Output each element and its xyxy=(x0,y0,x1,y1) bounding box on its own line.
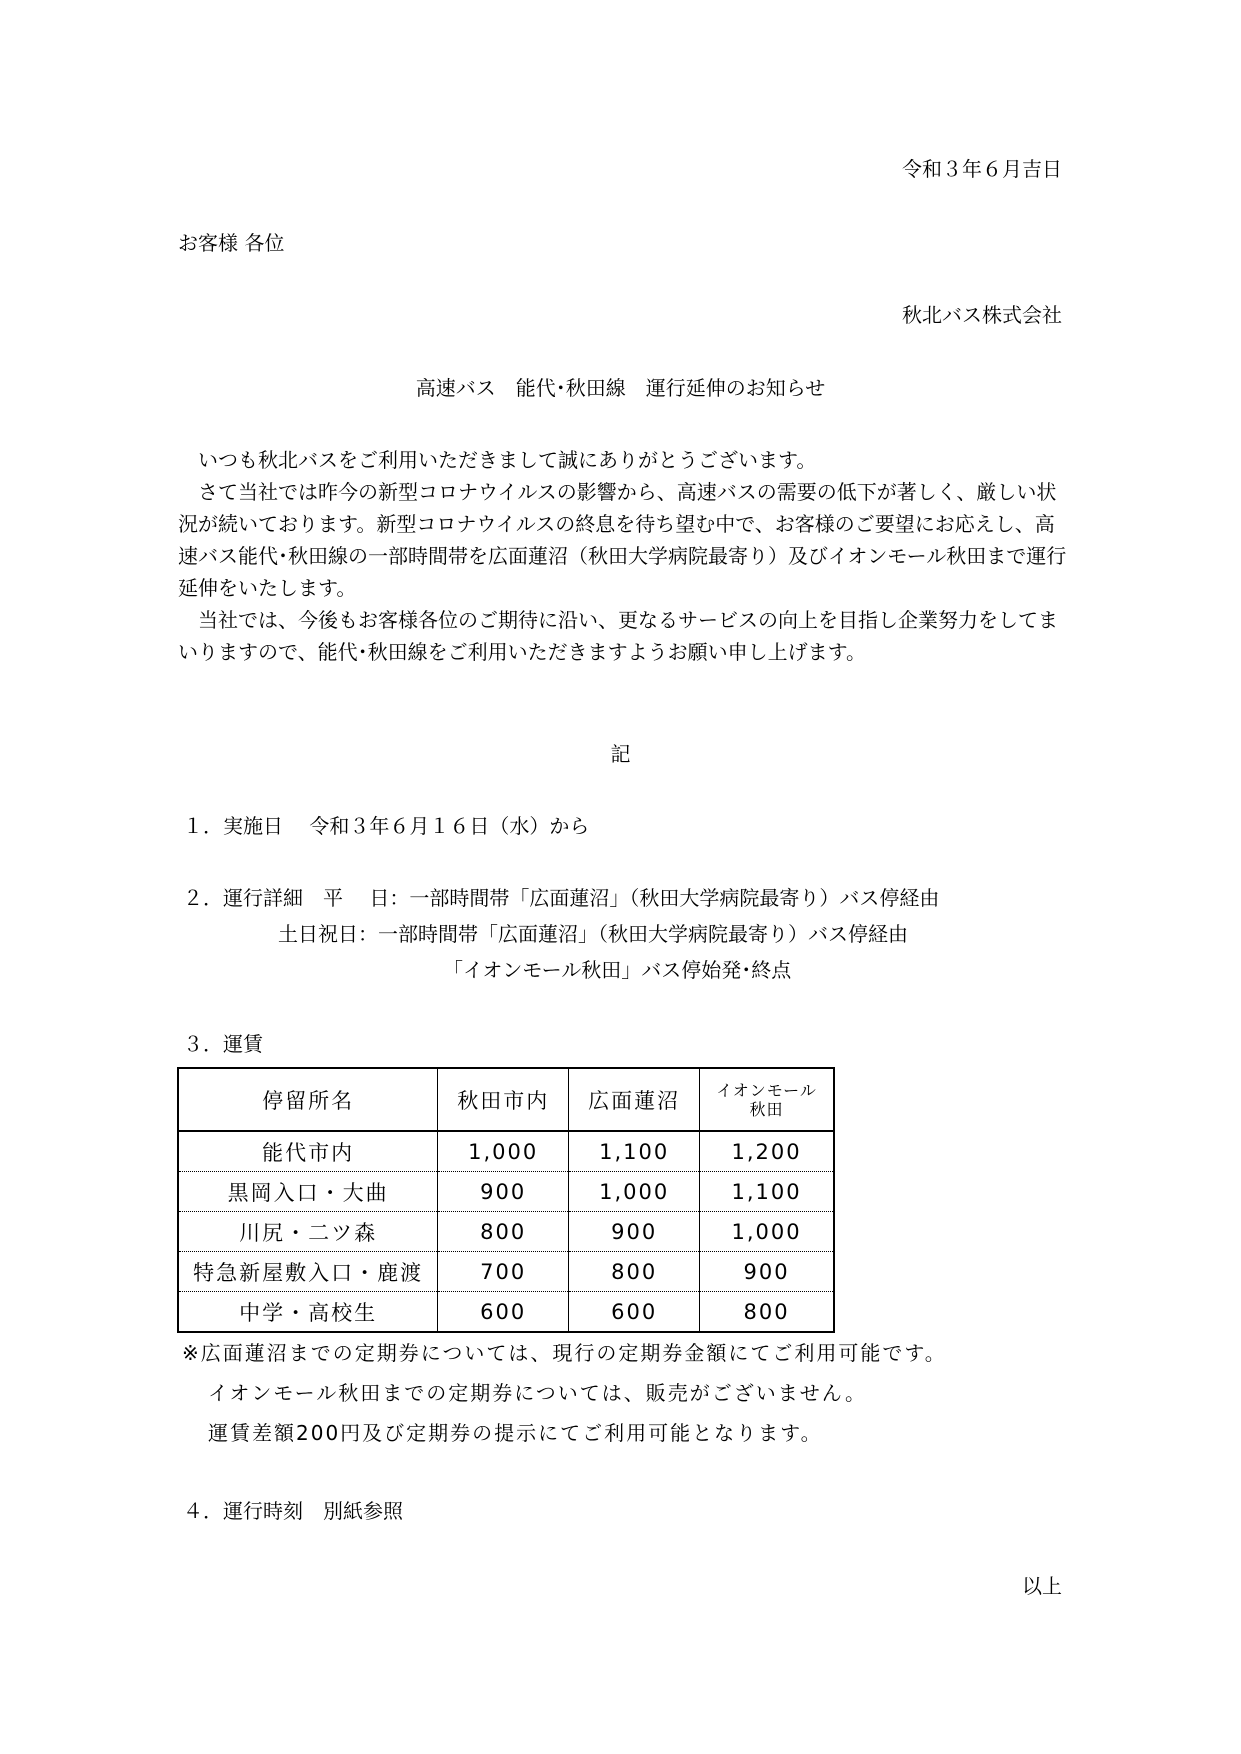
table-cell-fare: 800 xyxy=(569,1252,700,1292)
table-cell-fare: 1,200 xyxy=(700,1131,834,1172)
body-text xyxy=(178,444,1073,668)
table-cell-stop-name: 能代市内 xyxy=(178,1131,438,1172)
table-row xyxy=(178,1252,834,1292)
table-cell-fare: 600 xyxy=(438,1292,569,1333)
note-fare-difference: 運賃差額200円及び定期券の提示にてご利用可能となります。 xyxy=(208,1421,823,1445)
table-row xyxy=(178,1292,834,1333)
header-stop-name: 停留所名 xyxy=(178,1068,438,1131)
table-cell-fare: 900 xyxy=(438,1172,569,1212)
table-cell-fare: 1,000 xyxy=(700,1212,834,1252)
fare-table-body xyxy=(178,1131,834,1332)
table-cell-stop-name: 特急新屋敷入口・鹿渡 xyxy=(178,1252,438,1292)
table-cell-stop-name: 中学・高校生 xyxy=(178,1292,438,1333)
table-cell-fare: 800 xyxy=(700,1292,834,1333)
item-start-date: １．実施日 令和３年６月１６日（水）から xyxy=(183,814,590,838)
item-service-details-holiday: 土日祝日：一部時間帯「広面蓮沼」（秋田大学病院最寄り）バス停経由 xyxy=(278,922,908,946)
table-cell-fare: 700 xyxy=(438,1252,569,1292)
table-cell-fare: 1,100 xyxy=(569,1131,700,1172)
table-row xyxy=(178,1131,834,1172)
document-date: 令和３年６月吉日 xyxy=(902,157,1062,181)
header-hiroomote-hasunuma: 広面蓮沼 xyxy=(569,1068,700,1131)
paragraph-announcement: さて当社では昨今の新型コロナウイルスの影響から、高速バスの需要の低下が著しく、厳しい状況が続いております。新型コロナウイルスの終息を待ち望む中で、お客様のご要望にお応えし、高速バス能代･秋田線の一部時間帯を広面蓮沼（秋田大学病院最寄り）及びイオンモール秋田まで運行延伸をいたします。 xyxy=(178,480,1067,600)
table-cell-stop-name: 川尻・二ツ森 xyxy=(178,1212,438,1252)
table-cell-fare: 600 xyxy=(569,1292,700,1333)
note-commuter-pass-aeon: イオンモール秋田までの定期券については、販売がございません。 xyxy=(208,1381,867,1405)
table-cell-fare: 1,000 xyxy=(438,1131,569,1172)
item-fare-heading: ３．運賃 xyxy=(183,1032,263,1056)
header-aeon-mall-akita xyxy=(700,1068,834,1131)
header-akita-city: 秋田市内 xyxy=(438,1068,569,1131)
ki-heading: 記 xyxy=(610,742,631,766)
company-name: 秋北バス株式会社 xyxy=(902,303,1062,327)
table-cell-fare: 800 xyxy=(438,1212,569,1252)
item-service-details-weekday: ２．運行詳細 平 日：一部時間帯「広面蓮沼」（秋田大学病院最寄り）バス停経由 xyxy=(183,886,940,910)
note-commuter-pass-hiroomote: ※広面蓮沼までの定期券については、現行の定期券金額にてご利用可能です。 xyxy=(182,1341,947,1365)
table-cell-fare: 900 xyxy=(569,1212,700,1252)
header-aeon-mall-akita-line: 秋田 xyxy=(749,1099,784,1119)
header-aeon-mall-akita-line: イオンモール xyxy=(716,1080,817,1100)
table-cell-stop-name: 黒岡入口・大曲 xyxy=(178,1172,438,1212)
table-row xyxy=(178,1212,834,1252)
table-cell-fare: 1,000 xyxy=(569,1172,700,1212)
item-timetable: ４．運行時刻 別紙参照 xyxy=(183,1499,403,1523)
table-cell-fare: 1,100 xyxy=(700,1172,834,1212)
addressee: お客様 各位 xyxy=(178,231,285,255)
paragraph-closing-request: 当社では、今後もお客様各位のご期待に沿い、更なるサービスの向上を目指し企業努力をしてまいりますので、能代･秋田線をご利用いただきますようお願い申し上げます。 xyxy=(178,608,1058,664)
paragraph-greeting: いつも秋北バスをご利用いただきまして誠にありがとうございます。 xyxy=(198,448,817,472)
closing-mark: 以上 xyxy=(1022,1574,1062,1598)
table-cell-fare: 900 xyxy=(700,1252,834,1292)
fare-table-header-row xyxy=(178,1068,834,1131)
table-row xyxy=(178,1172,834,1212)
item-service-details-aeon: 「イオンモール秋田」バス停始発･終点 xyxy=(443,958,792,982)
document-title: 高速バス 能代･秋田線 運行延伸のお知らせ xyxy=(415,376,826,400)
fare-table xyxy=(177,1067,835,1333)
